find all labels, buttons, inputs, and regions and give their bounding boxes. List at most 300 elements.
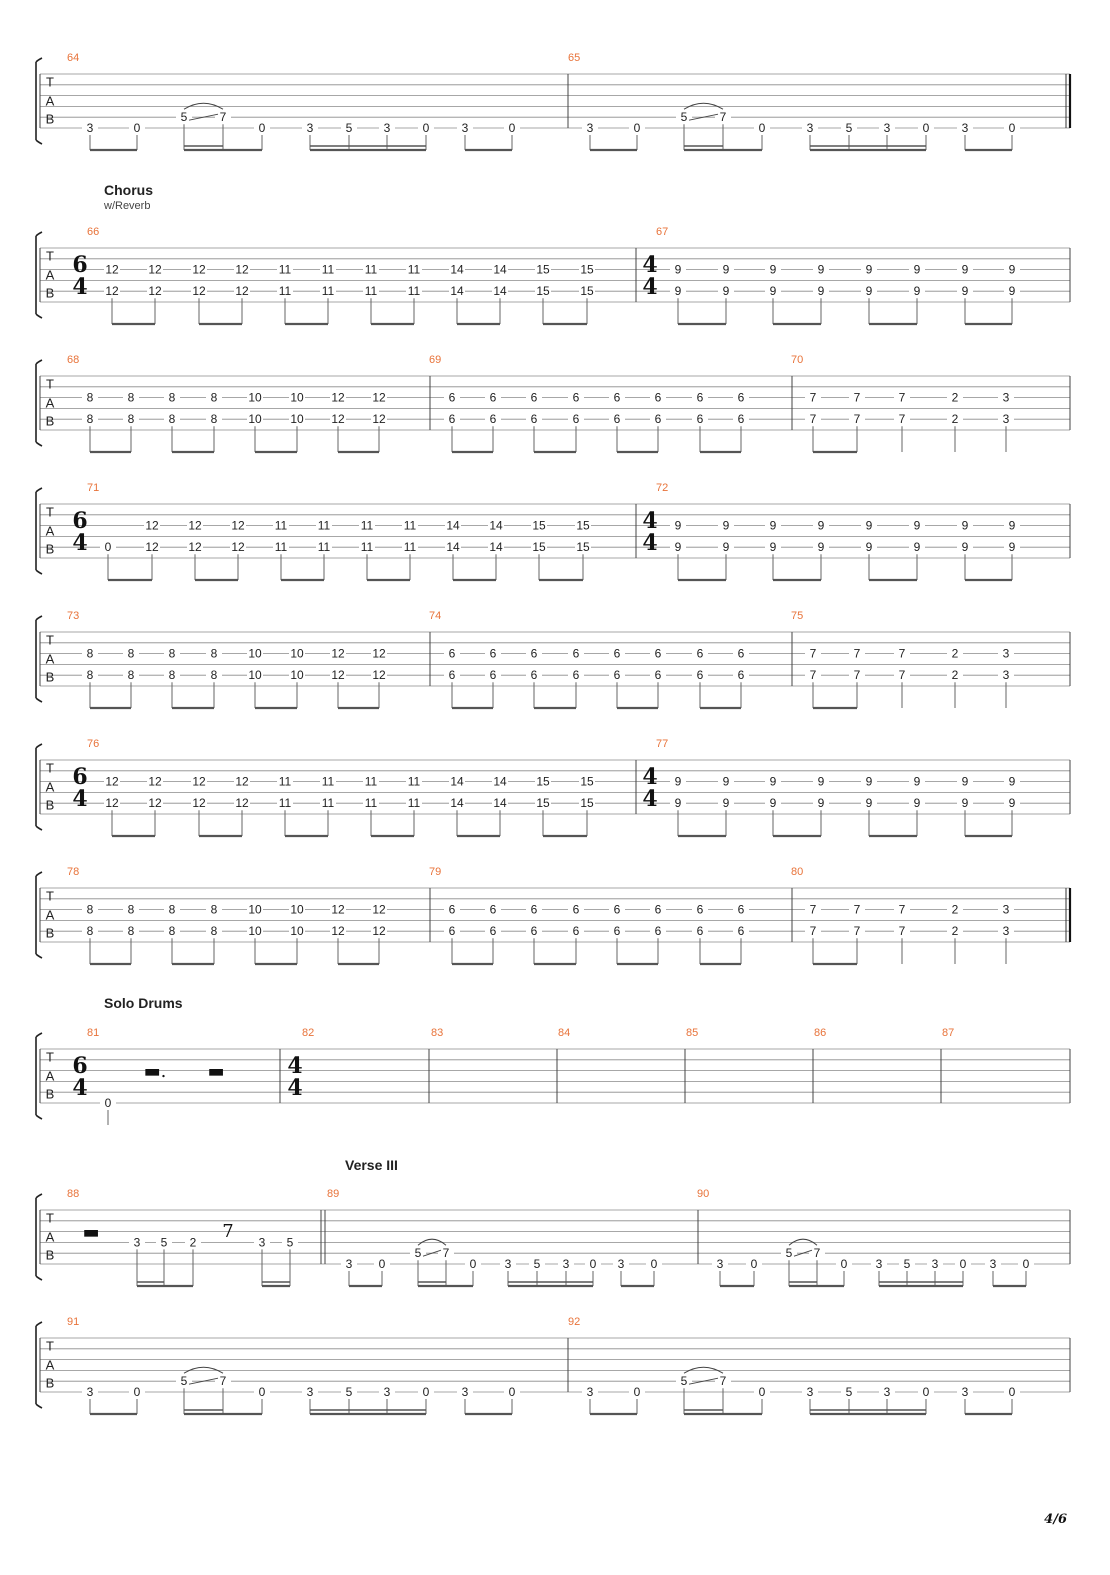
fret-number: 3 [306, 121, 314, 135]
fret-number: 3 [931, 1257, 939, 1271]
fret-number: 6 [489, 902, 497, 917]
fret-number: 9 [674, 774, 682, 789]
fret-number: 6 [530, 924, 538, 939]
measure-number: 79 [429, 866, 442, 878]
fret-number: 12 [372, 924, 386, 939]
measure-number: 78 [67, 866, 80, 878]
fret-number: 5 [845, 121, 853, 135]
fret-number: 0 [650, 1257, 658, 1271]
time-signature-top: 4 [287, 1053, 303, 1079]
fret-number: 6 [737, 902, 745, 917]
fret-number: 8 [168, 668, 176, 683]
fret-number: 8 [168, 646, 176, 661]
fret-number: 6 [696, 412, 704, 427]
fret-number: 12 [145, 540, 159, 555]
fret-number: 9 [722, 796, 730, 811]
system-bracket [36, 1194, 42, 1280]
fret-number: 12 [148, 796, 162, 811]
fret-number: 9 [817, 540, 825, 555]
fret-number: 5 [785, 1246, 793, 1261]
fret-number: 11 [364, 774, 378, 789]
fret-number: 12 [105, 774, 119, 789]
fret-number: 12 [372, 668, 386, 683]
measure-number: 77 [656, 738, 669, 750]
fret-number: 0 [922, 121, 930, 135]
fret-number: 6 [737, 390, 745, 405]
fret-number: 6 [448, 902, 456, 917]
fret-number: 10 [248, 412, 262, 427]
fret-number: 14 [489, 540, 503, 555]
time-signature-top: 6 [72, 1053, 88, 1079]
fret-number: 0 [422, 121, 430, 135]
fret-number: 3 [86, 1385, 94, 1399]
system-bracket [36, 488, 42, 574]
tab-label-a: A [45, 395, 55, 411]
tab-label-a: A [45, 267, 55, 283]
fret-number: 6 [613, 390, 621, 405]
fret-number: 9 [1008, 284, 1016, 299]
fret-number: 3 [617, 1257, 625, 1271]
fret-number: 8 [168, 924, 176, 939]
fret-number: 12 [148, 774, 162, 789]
tab-label-t: T [46, 632, 54, 648]
fret-number: 11 [364, 262, 378, 277]
fret-number: 3 [806, 121, 814, 135]
fret-number: 12 [231, 540, 245, 555]
tab-label-t: T [46, 1338, 54, 1354]
fret-number: 2 [951, 646, 959, 661]
time-signature-bottom: 4 [642, 274, 658, 300]
measure-number: 76 [87, 738, 100, 750]
fret-number: 3 [875, 1257, 883, 1271]
fret-number: 12 [331, 902, 345, 917]
fret-number: 7 [809, 668, 817, 683]
fret-number: 9 [1008, 796, 1016, 811]
tab-label-t: T [46, 1210, 54, 1226]
fret-number: 0 [1008, 1385, 1016, 1399]
fret-number: 10 [290, 390, 304, 405]
fret-number: 11 [364, 284, 378, 299]
fret-number: 8 [210, 390, 218, 405]
fret-number: 9 [1008, 540, 1016, 555]
fret-number: 15 [580, 284, 594, 299]
fret-number: 8 [210, 646, 218, 661]
fret-number: 9 [769, 540, 777, 555]
fret-number: 3 [1002, 646, 1010, 661]
fret-number: 10 [290, 668, 304, 683]
fret-number: 12 [235, 796, 249, 811]
fret-number: 9 [961, 518, 969, 533]
fret-number: 11 [321, 284, 335, 299]
fret-number: 12 [231, 518, 245, 533]
fret-number: 2 [951, 668, 959, 683]
fret-number: 6 [613, 902, 621, 917]
fret-number: 5 [345, 1385, 353, 1399]
fret-number: 10 [248, 924, 262, 939]
fret-number: 5 [160, 1235, 168, 1250]
fret-number: 5 [180, 110, 188, 125]
time-signature-top: 6 [72, 764, 88, 790]
fret-number: 9 [913, 774, 921, 789]
fret-number: 0 [840, 1257, 848, 1271]
fret-number: 8 [210, 902, 218, 917]
fret-number: 7 [719, 110, 727, 125]
fret-number: 0 [508, 121, 516, 135]
fret-number: 9 [674, 540, 682, 555]
fret-number: 0 [258, 121, 266, 135]
fret-number: 8 [86, 902, 94, 917]
fret-number: 15 [536, 262, 550, 277]
fret-number: 6 [654, 412, 662, 427]
fret-number: 3 [562, 1257, 570, 1271]
fret-number: 6 [572, 390, 580, 405]
fret-number: 8 [86, 390, 94, 405]
fret-number: 9 [722, 774, 730, 789]
fret-number: 6 [654, 646, 662, 661]
fret-number: 6 [654, 924, 662, 939]
tab-label-b: B [45, 797, 55, 813]
fret-number: 7 [809, 390, 817, 405]
fret-number: 6 [613, 668, 621, 683]
fret-number: 0 [959, 1257, 967, 1271]
fret-number: 7 [853, 412, 861, 427]
fret-number: 15 [532, 540, 546, 555]
fret-number: 7 [719, 1374, 727, 1389]
fret-number: 8 [127, 668, 135, 683]
measure-number: 84 [558, 1027, 571, 1039]
measure-number: 87 [942, 1027, 955, 1039]
time-signature-top: 4 [642, 508, 658, 534]
fret-number: 14 [450, 774, 464, 789]
fret-number: 8 [210, 924, 218, 939]
fret-number: 12 [331, 646, 345, 661]
fret-number: 8 [86, 646, 94, 661]
fret-number: 14 [450, 284, 464, 299]
fret-number: 6 [737, 924, 745, 939]
time-signature-top: 6 [72, 252, 88, 278]
fret-number: 7 [853, 390, 861, 405]
fret-number: 2 [951, 924, 959, 939]
measure-number: 75 [791, 610, 804, 622]
fret-number: 5 [180, 1374, 188, 1389]
fret-number: 6 [489, 412, 497, 427]
fret-number: 9 [961, 284, 969, 299]
fret-number: 2 [951, 412, 959, 427]
tab-label-t: T [46, 888, 54, 904]
fret-number: 9 [913, 796, 921, 811]
fret-number: 6 [530, 646, 538, 661]
fret-number: 8 [127, 924, 135, 939]
fret-number: 15 [580, 796, 594, 811]
fret-number: 9 [913, 540, 921, 555]
tab-label-a: A [45, 651, 55, 667]
fret-number: 3 [1002, 902, 1010, 917]
fret-number: 6 [654, 902, 662, 917]
system-bracket [36, 616, 42, 702]
tab-label-t: T [46, 504, 54, 520]
time-signature-top: 6 [72, 508, 88, 534]
fret-number: 8 [86, 668, 94, 683]
tab-label-a: A [45, 1357, 55, 1373]
fret-number: 3 [1002, 390, 1010, 405]
fret-number: 3 [883, 1385, 891, 1399]
tab-label-a: A [45, 523, 55, 539]
fret-number: 3 [806, 1385, 814, 1399]
fret-number: 6 [530, 412, 538, 427]
fret-number: 9 [913, 518, 921, 533]
fret-number: 3 [961, 1385, 969, 1399]
fret-number: 9 [817, 774, 825, 789]
fret-number: 9 [674, 262, 682, 277]
measure-number: 72 [656, 482, 669, 494]
fret-number: 11 [278, 796, 292, 811]
fret-number: 9 [674, 518, 682, 533]
fret-number: 11 [407, 284, 421, 299]
fret-number: 10 [290, 412, 304, 427]
fret-number: 7 [853, 668, 861, 683]
fret-number: 8 [86, 412, 94, 427]
measure-number: 70 [791, 354, 804, 366]
fret-number: 7 [853, 902, 861, 917]
fret-number: 0 [589, 1257, 597, 1271]
fret-number: 12 [192, 284, 206, 299]
fret-number: 6 [572, 412, 580, 427]
fret-number: 12 [192, 262, 206, 277]
fret-number: 6 [737, 668, 745, 683]
fret-number: 11 [407, 796, 421, 811]
fret-number: 9 [913, 262, 921, 277]
tab-label-t: T [46, 1049, 54, 1065]
tab-label-b: B [45, 1375, 55, 1391]
fret-number: 9 [865, 262, 873, 277]
fret-number: 7 [898, 390, 906, 405]
time-signature-bottom: 4 [287, 1075, 303, 1101]
fret-number: 0 [750, 1257, 758, 1271]
fret-number: 9 [674, 796, 682, 811]
system-bracket [36, 1033, 42, 1119]
fret-number: 6 [696, 902, 704, 917]
fret-number: 3 [1002, 668, 1010, 683]
fret-number: 10 [248, 646, 262, 661]
tab-label-b: B [45, 669, 55, 685]
fret-number: 7 [853, 646, 861, 661]
fret-number: 11 [360, 540, 374, 555]
fret-number: 9 [769, 262, 777, 277]
fret-number: 9 [865, 540, 873, 555]
fret-number: 3 [1002, 924, 1010, 939]
fret-number: 10 [290, 902, 304, 917]
fret-number: 6 [696, 390, 704, 405]
measure-number: 89 [327, 1188, 340, 1200]
fret-number: 12 [372, 646, 386, 661]
fret-number: 6 [572, 902, 580, 917]
fret-number: 3 [383, 121, 391, 135]
fret-number: 2 [951, 902, 959, 917]
fret-number: 11 [403, 518, 417, 533]
fret-number: 15 [536, 284, 550, 299]
fret-number: 7 [898, 668, 906, 683]
fret-number: 8 [168, 412, 176, 427]
fret-number: 3 [306, 1385, 314, 1399]
fret-number: 15 [580, 774, 594, 789]
fret-number: 5 [533, 1257, 541, 1271]
fret-number: 2 [951, 390, 959, 405]
measure-number: 86 [814, 1027, 827, 1039]
tab-label-a: A [45, 93, 55, 109]
fret-number: 9 [722, 540, 730, 555]
fret-number: 11 [321, 796, 335, 811]
fret-number: 15 [576, 518, 590, 533]
measure-number: 67 [656, 226, 669, 238]
fret-number: 9 [769, 796, 777, 811]
fret-number: 9 [865, 796, 873, 811]
measure-number: 74 [429, 610, 442, 622]
fret-number: 9 [817, 796, 825, 811]
fret-number: 6 [613, 924, 621, 939]
fret-number: 5 [845, 1385, 853, 1399]
fret-number: 6 [530, 390, 538, 405]
fret-number: 9 [1008, 774, 1016, 789]
fret-number: 12 [331, 924, 345, 939]
fret-number: 14 [450, 796, 464, 811]
fret-number: 9 [769, 774, 777, 789]
fret-number: 7 [809, 924, 817, 939]
fret-number: 12 [235, 774, 249, 789]
tab-label-t: T [46, 760, 54, 776]
fret-number: 8 [127, 902, 135, 917]
fret-number: 0 [633, 121, 641, 135]
fret-number: 6 [489, 390, 497, 405]
fret-number: 12 [331, 412, 345, 427]
tab-label-t: T [46, 376, 54, 392]
tab-label-b: B [45, 111, 55, 127]
fret-number: 10 [290, 646, 304, 661]
fret-number: 11 [274, 540, 288, 555]
tab-label-b: B [45, 413, 55, 429]
fret-number: 7 [809, 902, 817, 917]
fret-number: 5 [286, 1235, 294, 1250]
time-signature-bottom: 4 [642, 786, 658, 812]
fret-number: 6 [696, 668, 704, 683]
fret-number: 5 [345, 121, 353, 135]
fret-number: 0 [104, 540, 112, 555]
fret-number: 0 [422, 1385, 430, 1399]
fret-number: 7 [442, 1246, 450, 1261]
fret-number: 6 [572, 668, 580, 683]
fret-number: 6 [448, 412, 456, 427]
measure-number: 80 [791, 866, 804, 878]
fret-number: 9 [865, 284, 873, 299]
fret-number: 3 [258, 1235, 266, 1250]
fret-number: 10 [248, 390, 262, 405]
fret-number: 6 [489, 924, 497, 939]
fret-number: 12 [145, 518, 159, 533]
fret-number: 3 [383, 1385, 391, 1399]
fret-number: 11 [364, 796, 378, 811]
measure-number: 65 [568, 52, 581, 64]
fret-number: 9 [961, 540, 969, 555]
time-signature-bottom: 4 [72, 1075, 88, 1101]
fret-number: 7 [809, 412, 817, 427]
fret-number: 12 [105, 262, 119, 277]
fret-number: 3 [989, 1257, 997, 1271]
measure-number: 91 [67, 1316, 80, 1328]
fret-number: 3 [883, 121, 891, 135]
fret-number: 15 [536, 796, 550, 811]
fret-number: 0 [378, 1257, 386, 1271]
fret-number: 0 [133, 1385, 141, 1399]
tab-label-a: A [45, 1229, 55, 1245]
fret-number: 3 [461, 1385, 469, 1399]
tab-label-a: A [45, 1068, 55, 1084]
fret-number: 12 [372, 390, 386, 405]
fret-number: 5 [680, 110, 688, 125]
fret-number: 11 [360, 518, 374, 533]
fret-number: 0 [469, 1257, 477, 1271]
tab-label-b: B [45, 285, 55, 301]
fret-number: 6 [696, 646, 704, 661]
fret-number: 6 [530, 668, 538, 683]
fret-number: 7 [809, 646, 817, 661]
fret-number: 9 [674, 284, 682, 299]
fret-number: 6 [530, 902, 538, 917]
fret-number: 9 [865, 518, 873, 533]
fret-number: 9 [865, 774, 873, 789]
section-solo-drums: Solo Drums [104, 995, 183, 1011]
half-rest: ▬ [82, 1222, 100, 1243]
dotted-half-rest: ▬. [143, 1061, 167, 1082]
measure-number: 92 [568, 1316, 581, 1328]
system-bracket [36, 744, 42, 830]
fret-number: 0 [104, 1096, 112, 1110]
fret-number: 11 [274, 518, 288, 533]
fret-number: 12 [192, 796, 206, 811]
fret-number: 8 [210, 668, 218, 683]
fret-number: 3 [345, 1257, 353, 1271]
fret-number: 9 [722, 518, 730, 533]
measure-number: 85 [686, 1027, 699, 1039]
measure-number: 83 [431, 1027, 444, 1039]
fret-number: 0 [1022, 1257, 1030, 1271]
fret-number: 11 [278, 774, 292, 789]
fret-number: 10 [290, 924, 304, 939]
fret-number: 11 [317, 518, 331, 533]
fret-number: 0 [633, 1385, 641, 1399]
fret-number: 11 [278, 262, 292, 277]
fret-number: 12 [235, 262, 249, 277]
fret-number: 6 [489, 646, 497, 661]
fret-number: 6 [572, 924, 580, 939]
time-signature-top: 4 [642, 252, 658, 278]
fret-number: 7 [219, 1374, 227, 1389]
fret-number: 9 [817, 518, 825, 533]
fret-number: 14 [493, 262, 507, 277]
fret-number: 9 [961, 262, 969, 277]
fret-number: 14 [493, 284, 507, 299]
fret-number: 6 [489, 668, 497, 683]
measure-number: 68 [67, 354, 80, 366]
tab-label-a: A [45, 779, 55, 795]
tab-label-b: B [45, 1086, 55, 1102]
fret-number: 14 [446, 540, 460, 555]
fret-number: 0 [508, 1385, 516, 1399]
tab-label-b: B [45, 541, 55, 557]
fret-number: 3 [86, 121, 94, 135]
measure-number: 88 [67, 1188, 80, 1200]
measure-number: 73 [67, 610, 80, 622]
fret-number: 3 [504, 1257, 512, 1271]
fret-number: 12 [105, 796, 119, 811]
